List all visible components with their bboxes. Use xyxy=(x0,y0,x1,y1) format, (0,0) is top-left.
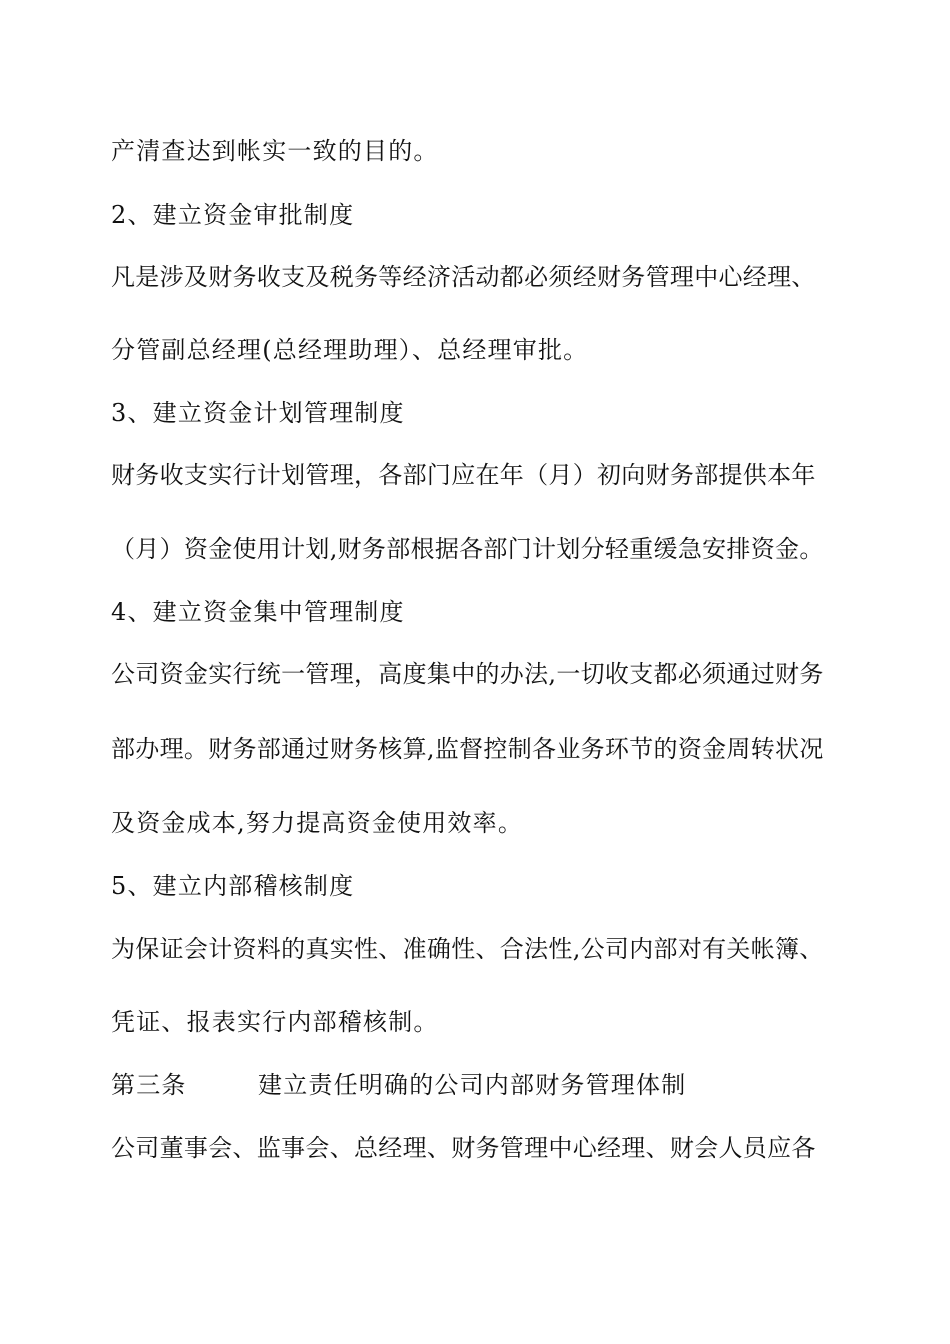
paragraph-line: （月）资金使用计划,财务部根据各部门计划分轻重缓急安排资金。 xyxy=(111,535,824,563)
paragraph-line: 及资金成本,努力提高资金使用效率。 xyxy=(111,809,524,837)
paragraph-line: 凡是涉及财务收支及税务等经济活动都必须经财务管理中心经理、 xyxy=(111,263,816,291)
article-label: 第三条 xyxy=(111,1071,187,1099)
paragraph-line: 凭证、报表实行内部稽核制。 xyxy=(111,1008,439,1036)
paragraph-line: 分管副总经理(总经理助理）、总经理审批。 xyxy=(111,336,589,364)
section-heading-5: 5、建立内部稽核制度 xyxy=(111,872,355,900)
paragraph-line: 产清查达到帐实一致的目的。 xyxy=(111,137,439,165)
article-title: 建立责任明确的公司内部财务管理体制 xyxy=(258,1071,687,1099)
section-heading-2: 2、建立资金审批制度 xyxy=(111,201,355,229)
paragraph-line: 公司资金实行统一管理，高度集中的办法,一切收支都必须通过财务 xyxy=(111,660,824,688)
section-heading-3: 3、建立资金计划管理制度 xyxy=(111,399,405,427)
paragraph-line: 财务收支实行计划管理，各部门应在年（月）初向财务部提供本年 xyxy=(111,461,816,489)
paragraph-line: 为保证会计资料的真实性、准确性、合法性,公司内部对有关帐簿、 xyxy=(111,935,824,963)
section-heading-4: 4、建立资金集中管理制度 xyxy=(111,598,405,626)
paragraph-line: 公司董事会、监事会、总经理、财务管理中心经理、财会人员应各 xyxy=(111,1134,816,1162)
paragraph-line: 部办理。财务部通过财务核算,监督控制各业务环节的资金周转状况 xyxy=(111,735,824,763)
